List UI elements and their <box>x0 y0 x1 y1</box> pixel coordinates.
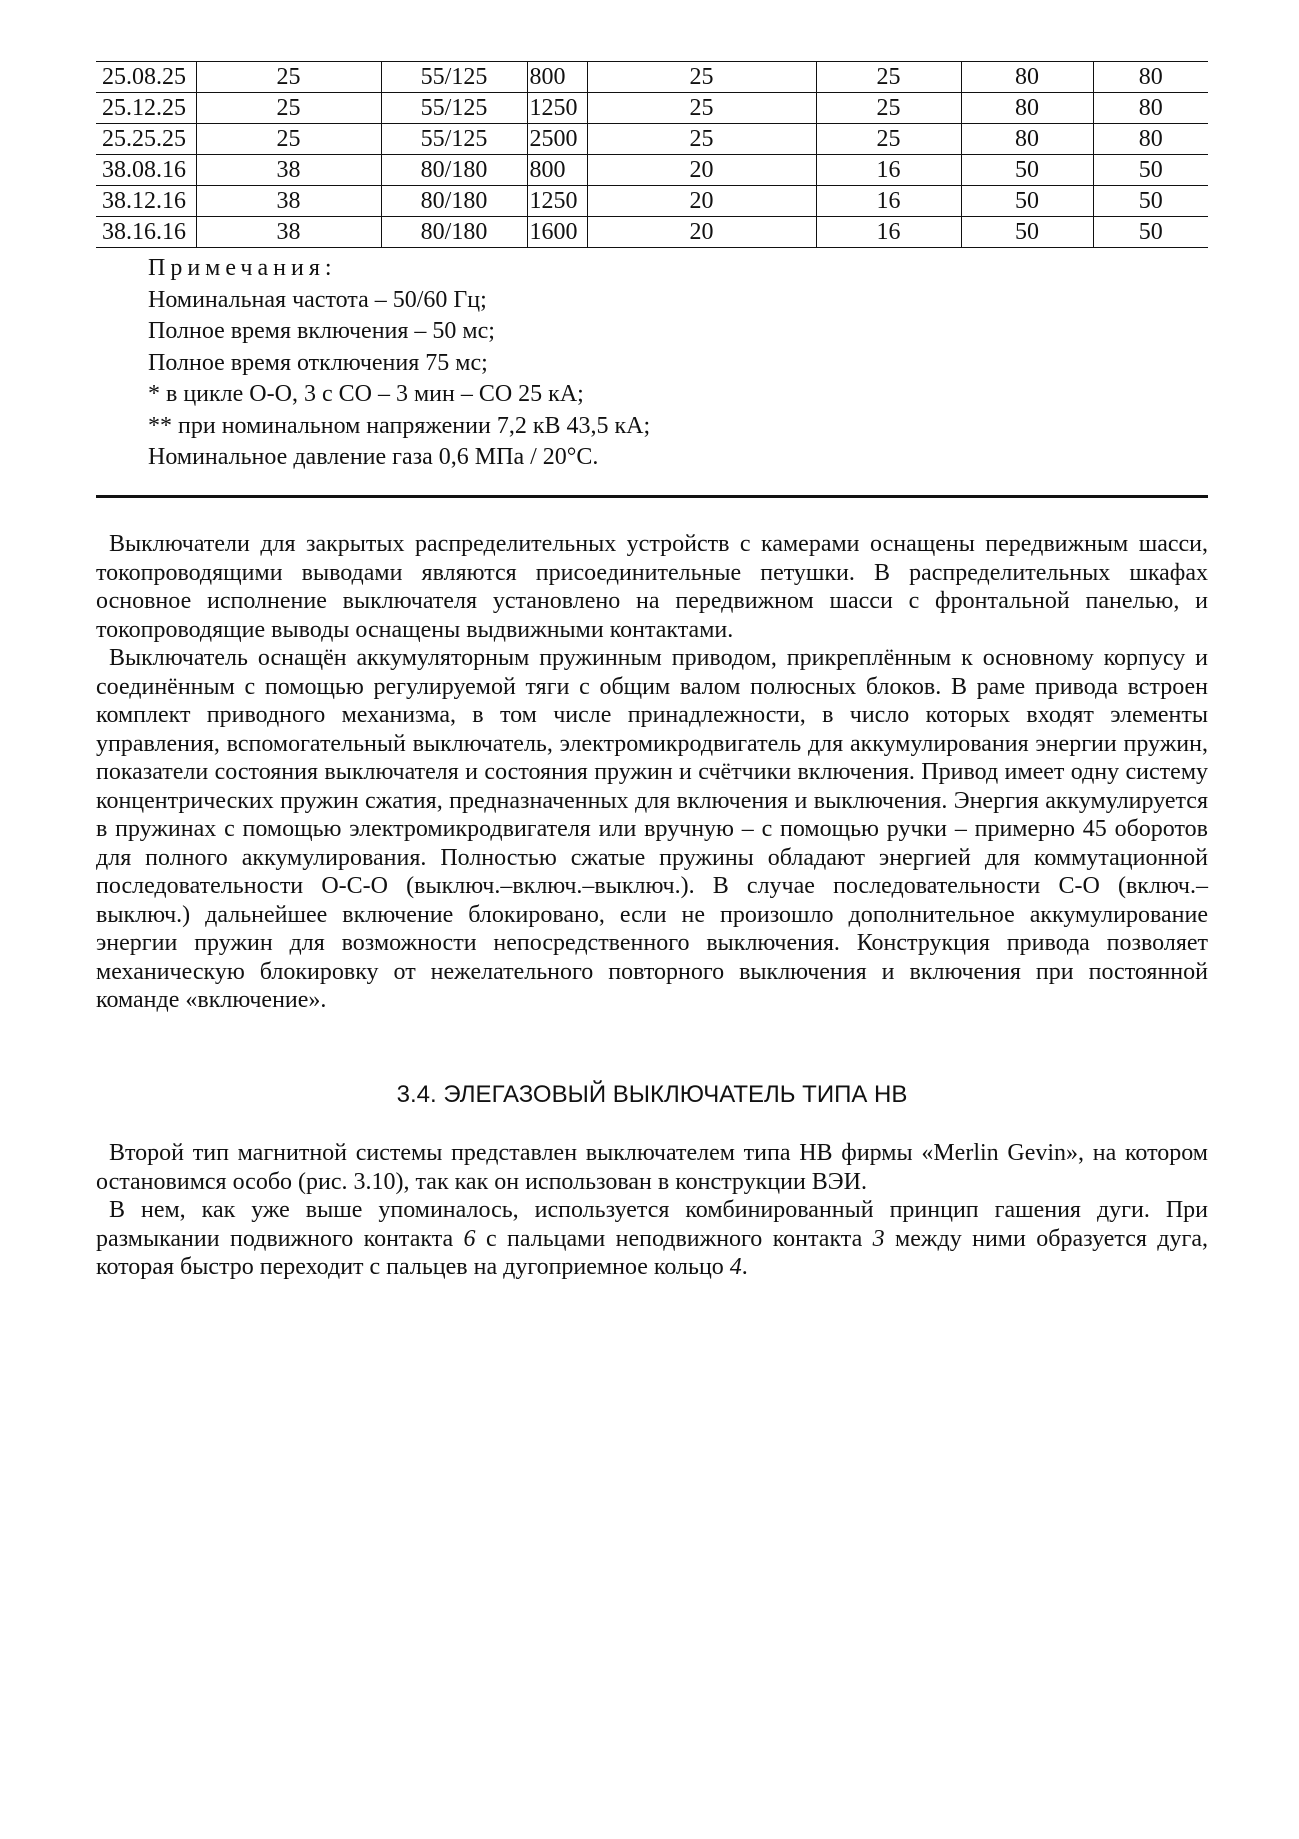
note-item: Полное время включения – 50 мс; <box>148 318 495 344</box>
table-cell: 80/180 <box>381 217 527 248</box>
table-row <box>96 217 1208 248</box>
table-cell: 25 <box>587 62 816 93</box>
table-cell: 25 <box>587 124 816 155</box>
table-cell: 38.12.16 <box>96 186 196 217</box>
contact-number: 6 <box>463 1225 476 1252</box>
table-cell: 38.16.16 <box>96 217 196 248</box>
ring-number: 4 <box>729 1254 742 1280</box>
table-cell: 50 <box>1093 186 1208 217</box>
text-run: с пальцами неподвижного контакта <box>475 1225 873 1252</box>
table-cell: 50 <box>961 217 1093 248</box>
table-cell: 25 <box>816 93 961 124</box>
table-cell: 2500 <box>527 124 587 155</box>
table-cell: 80/180 <box>381 186 527 217</box>
table-cell: 800 <box>527 155 587 186</box>
table-cell: 38 <box>196 155 381 186</box>
paragraph-4-block <box>96 1196 1208 1282</box>
table-cell: 80 <box>961 93 1093 124</box>
table-body <box>96 62 1208 248</box>
table-cell: 1250 <box>527 186 587 217</box>
table-cell: 1250 <box>527 93 587 124</box>
table-cell: 80/180 <box>381 155 527 186</box>
table-row <box>96 124 1208 155</box>
note-item: * в цикле О-О, 3 с СО – 3 мин – СО 25 кА; <box>148 381 584 407</box>
note-item: ** при номинальном напряжении 7,2 кВ 43,5 кА; <box>148 412 651 439</box>
table-cell: 55/125 <box>381 93 527 124</box>
table-row <box>96 155 1208 186</box>
text-run: между ними образуется дуга, которая быстро переходит с пальцев на дугоприемное кольцо <box>96 1225 1209 1280</box>
spec-table <box>96 61 1208 248</box>
table-cell: 55/125 <box>381 62 527 93</box>
text-run: . <box>741 1254 748 1280</box>
table-cell: 16 <box>816 155 961 186</box>
paragraph: Выключатели для закрытых распределительных устройств с камерами оснащены передвижным шасси, токопроводящими выводами являются присоединительные петушки. В распределительных шкафах основное исполнение выключателя установлено на передвижном шасси с фронтальной панелью, и токопроводящие выводы оснащены выдвижными контактами. <box>96 531 1208 643</box>
note-item: Номинальное давление газа 0,6 МПа / 20°С. <box>148 444 599 470</box>
table-cell: 25 <box>816 124 961 155</box>
table-cell: 50 <box>1093 155 1208 186</box>
table-cell: 80 <box>961 124 1093 155</box>
paragraph: Второй тип магнитной системы представлен выключателем типа НВ фирмы «Merlin Gevin», на котором остановимся особо (рис. 3.10), так как он использован в конструкции ВЭИ. <box>96 1140 1208 1195</box>
table-cell: 25.08.25 <box>96 62 196 93</box>
section-heading: 3.4. ЭЛЕГАЗОВЫЙ ВЫКЛЮЧАТЕЛЬ ТИПА НВ <box>396 1081 908 1108</box>
table-cell: 20 <box>587 217 816 248</box>
table-row <box>96 93 1208 124</box>
paragraph-2-block <box>96 644 1208 1015</box>
note-item: Номинальная частота – 50/60 Гц; <box>148 286 487 313</box>
paragraph <box>96 1196 1208 1282</box>
notes-heading: Примечания: <box>148 255 337 281</box>
table-cell: 25 <box>196 93 381 124</box>
table-cell: 25 <box>196 124 381 155</box>
table-cell: 25.25.25 <box>96 124 196 155</box>
table-cell: 80 <box>1093 93 1208 124</box>
text-run: В нем, как уже выше упоминалось, используется комбинированный принцип гашения дуги. При размыкании подвижного контакта <box>96 1197 1208 1252</box>
table-cell: 50 <box>961 155 1093 186</box>
table-row <box>96 62 1208 93</box>
notes <box>148 253 650 474</box>
table-cell: 25 <box>196 62 381 93</box>
table-cell: 38 <box>196 217 381 248</box>
contact-number: 3 <box>872 1225 885 1252</box>
table-cell: 50 <box>1093 217 1208 248</box>
table-cell: 25.12.25 <box>96 93 196 124</box>
table-cell: 80 <box>961 62 1093 93</box>
table-cell: 16 <box>816 217 961 248</box>
table-row <box>96 186 1208 217</box>
table-cell: 80 <box>1093 62 1208 93</box>
table-cell: 20 <box>587 186 816 217</box>
table-cell: 20 <box>587 155 816 186</box>
paragraph: Выключатель оснащён аккумуляторным пружинным приводом, прикреплённым к основному корпусу и соединённым с помощью регулируемой тяги с общим валом полюсных блоков. В раме привода встроен комплект приводного механизма, в том числе принадлежности, в число которых входят элементы управления, вспомогательный выключатель, электромикродвигатель для аккумулирования энергии пружин, показатели состояния выключателя и состояния пружин и счётчики включения. Привод имеет одну систему концентрических пружин сжатия, предназначенных для включения и выключения. Энергия аккумулируется в пружинах с помощью электромикродвигателя или вручную – с помощью ручки – примерно 45 оборотов для полного аккумулирования. Полностью сжатые пружины обладают энергией для коммутационной последовательности О-С-О (выключ.–включ.–выключ.). В случае последовательности С-О (включ.–выключ.) дальнейшее включение блокировано, если не произошло дополнительное аккумулирование энергии пружин для возможности непосредственного выключения. Конструкция привода позволяет механическую блокировку от нежелательного повторного выключения и включения при постоянной команде «включение». <box>96 645 1208 1013</box>
table-cell: 50 <box>961 186 1093 217</box>
table-cell: 55/125 <box>381 124 527 155</box>
note-item: Полное время отключения 75 мс; <box>148 349 488 376</box>
table-cell: 80 <box>1093 124 1208 155</box>
horizontal-rule <box>96 495 1208 498</box>
table-cell: 16 <box>816 186 961 217</box>
paragraph-1-block <box>96 530 1208 644</box>
table-cell: 38.08.16 <box>96 155 196 186</box>
table-cell: 38 <box>196 186 381 217</box>
table-cell: 800 <box>527 62 587 93</box>
paragraph-3-block <box>96 1139 1208 1196</box>
table-cell: 1600 <box>527 217 587 248</box>
table-cell: 25 <box>587 93 816 124</box>
table-cell: 25 <box>816 62 961 93</box>
